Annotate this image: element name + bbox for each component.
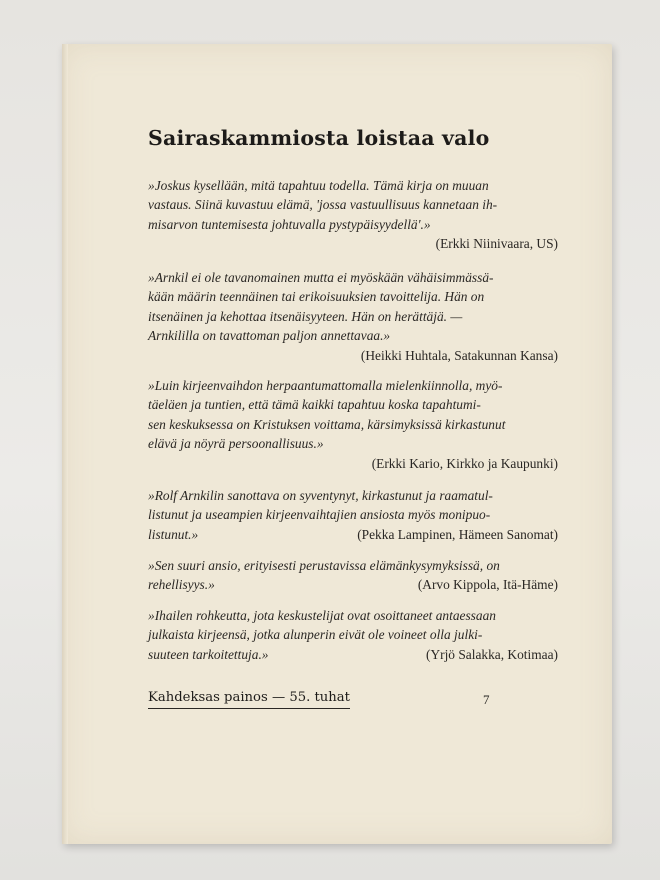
quote-line: »Luin kirjeenvaihdon herpaantumattomalla mielenkiinnolla, myö- [148,378,503,393]
edition-label: Kahdeksas painos — 55. tuhat [148,690,350,709]
review-1 [148,176,558,254]
review-quote [148,268,558,346]
page-title: Sairaskammiosta loistaa valo [148,126,490,150]
quote-line: listunut ja useampien kirjeenvaihtajien ansiosta myös monipuo- [148,507,491,523]
review-source: (Arvo Kippola, Itä-Häme) [417,577,558,593]
review-source: (Erkki Niinivaara, US) [435,236,558,252]
review-6 [148,606,558,664]
quote-line: »Rolf Arnkilin sanottava on syventynyt, kirkastunut ja raamatul- [148,488,493,503]
quote-line: itsenäinen ja kehottaa itsenäisyyteen. Hän on herättäjä. — [148,308,463,324]
quote-line-text: suuteen tarkoitettuja.» [148,646,269,662]
review-quote [148,486,558,544]
quote-line: misarvon tuntemisesta johtuvalla pystypäisyydellä'.» [148,216,431,232]
quote-line: kään määrin teennäinen tai erikoisuuksien tavoittelija. Hän on [148,289,485,305]
review-source: (Yrjö Salakka, Kotimaa) [425,646,558,662]
cover-edge [62,44,68,844]
review-quote [148,376,558,454]
review-source: (Erkki Kario, Kirkko ja Kaupunki) [371,455,558,471]
review-source: (Heikki Huhtala, Satakunnan Kansa) [360,347,558,363]
review-quote [148,176,558,234]
quote-line: sen keskuksessa on Kristuksen voittama, kärsimyksissä kirkastunut [148,416,506,432]
quote-line-text: rehellisyys.» [148,577,215,593]
review-5 [148,556,558,595]
quote-line: elävä ja nöyrä persoonallisuus.» [148,436,324,452]
quote-line [148,525,558,544]
quote-line-text: listunut.» [148,526,199,542]
review-source: (Pekka Lampinen, Hämeen Sanomat) [357,526,558,542]
page-number: 7 [483,692,490,707]
quote-line: vastaus. Siinä kuvastuu elämä, 'jossa vastuullisuus kannetaan ih- [148,197,498,213]
quote-line: »Sen suuri ansio, erityisesti perustavissa elämänkysymyksissä, on [148,558,500,573]
review-quote [148,606,558,664]
quote-line: julkaista kirjeensä, jotka alunperin eivät ole voineet olla julki- [148,627,483,643]
quote-line: »Joskus kysellään, mitä tapahtuu todella. Tämä kirja on muuan [148,178,489,193]
review-quote [148,556,558,595]
book-back-cover [62,44,612,844]
quote-line: »Ihailen rohkeutta, jota keskustelijat ovat osoittaneet antaessaan [148,608,496,623]
review-4 [148,486,558,544]
quote-line [148,645,558,664]
quote-line: täeläen ja tuntien, että tämä kaikki tapahtuu koska tapahtumi- [148,397,481,413]
review-3 [148,376,558,473]
review-2 [148,268,558,365]
quote-line: Arnkililla on tavattoman paljon annettavaa.» [148,328,391,344]
quote-line [148,575,558,594]
quote-line: »Arnkil ei ole tavanomainen mutta ei myöskään vähäisimmässä- [148,270,494,285]
